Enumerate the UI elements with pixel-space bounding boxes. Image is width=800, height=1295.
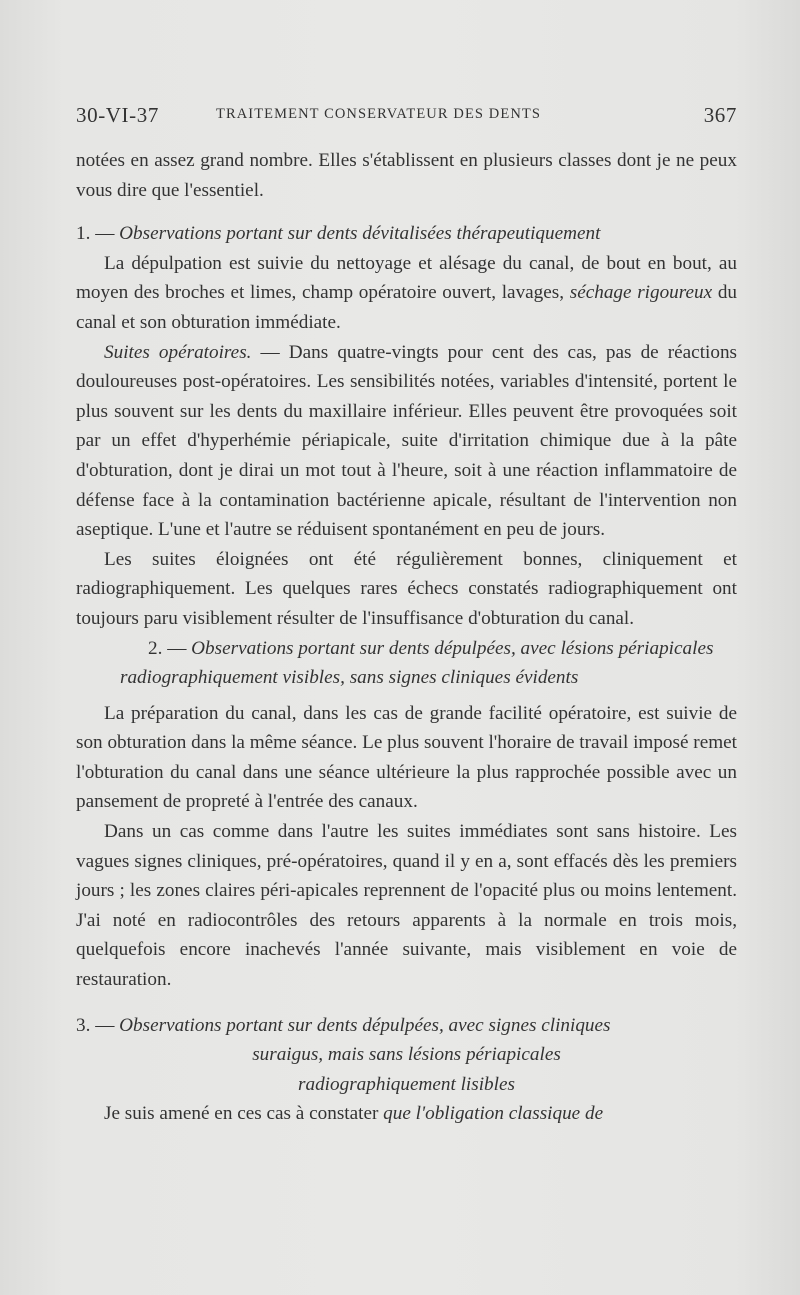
section-3-p1-emphasis: que l'obligation classique de (383, 1103, 604, 1125)
section-2-number: 2. — (148, 637, 187, 659)
section-2-title: Observations portant sur dents dépulpées, avec lésions périapicales radiographiquement visibles, sans signes cliniques évidents (120, 637, 714, 689)
header-title: TRAITEMENT CONSERVATEUR DES DENTS (216, 106, 542, 122)
section-1-p2-text: — Dans quatre-vingts pour cent des cas, pas de réactions douloureuses post-opératoires. Les sensibilités notées, variables d'intensité, portent le plus souvent sur les dents du maxillaire inférieur. Elles peuvent être provoquées soit par un effet d'hyperhémie périapicale, suite d'irritation chimique due à la pâte d'obturation, dont je dirai un mot tout à l'heure, soit à une réaction inflammatoire de défense face à la contamination bactérienne apicale, résultant de l'intervention non aseptique. L'une et l'autre se réduisent spontanément en peu de jours. (76, 341, 738, 541)
header-date: 30-VI-37 (76, 103, 159, 127)
section-3-title-line-2: suraigus, mais sans lésions périapicales (252, 1044, 561, 1066)
section-1-title: Observations portant sur dents dévitalisées thérapeutiquement (119, 223, 601, 245)
running-header (76, 100, 737, 128)
section-2-heading (76, 634, 737, 693)
section-3-paragraph-1 (76, 1099, 737, 1129)
section-3-p1-text: Je suis amené en ces cas à constater (104, 1103, 379, 1125)
section-3-title-line-3: radiographiquement lisibles (298, 1073, 515, 1095)
section-1-heading (76, 219, 737, 249)
section-1-paragraph-1 (76, 249, 737, 338)
section-1-paragraph-2 (76, 338, 737, 545)
section-1-p1-emphasis: séchage rigoureux (569, 282, 713, 304)
intro-paragraph: notées en assez grand nombre. Elles s'établissent en plusieurs classes dont je ne peux vous dire que l'essentiel. (76, 150, 737, 201)
page-body (76, 146, 737, 1129)
section-2-paragraph-1: La préparation du canal, dans les cas de grande facilité opératoire, est suivie de son obturation dans la même séance. Le plus souvent l'horaire de travail imposé remet l'obturation du canal dans une séance ultérieure la plus rapprochée possible avec un pansement de propreté à l'entrée des canaux. (76, 702, 737, 813)
section-1-paragraph-3: Les suites éloignées ont été régulièrement bonnes, cliniquement et radiographiquement. Les quelques rares échecs constatés radiographiquement ont toujours paru visiblement résulter de l'insuffisance d'obturation du canal. (76, 548, 737, 629)
section-3-heading (76, 1011, 737, 1100)
page-number: 367 (703, 103, 737, 127)
section-1-p2-emphasis: Suites opératoires. (104, 341, 252, 363)
section-3-number: 3. — (76, 1014, 115, 1036)
section-3-title-line-1: Observations portant sur dents dépulpées, avec signes cliniques (119, 1014, 611, 1036)
section-1-p1-text-a: La dépulpation est suivie du nettoyage et alésage du canal, de bout en bout, au moyen des broches et limes, champ opératoire ouvert, lavages, (76, 252, 737, 304)
section-1-number: 1. — (76, 223, 115, 245)
section-2-paragraph-2: Dans un cas comme dans l'autre les suites immédiates sont sans histoire. Les vagues signes cliniques, pré-opératoires, quand il y en a, sont effacés dès les premiers jours ; les zones claires péri-apicales reprennent de l'opacité plus ou moins lentement. J'ai noté en radiocontrôles des retours apparents à la normale en trois mois, quelquefois encore inachevés l'année suivante, mais visiblement en voie de restauration. (76, 821, 737, 991)
section-1-p1-text-b: du canal et son obturation immédiate. (76, 282, 738, 333)
